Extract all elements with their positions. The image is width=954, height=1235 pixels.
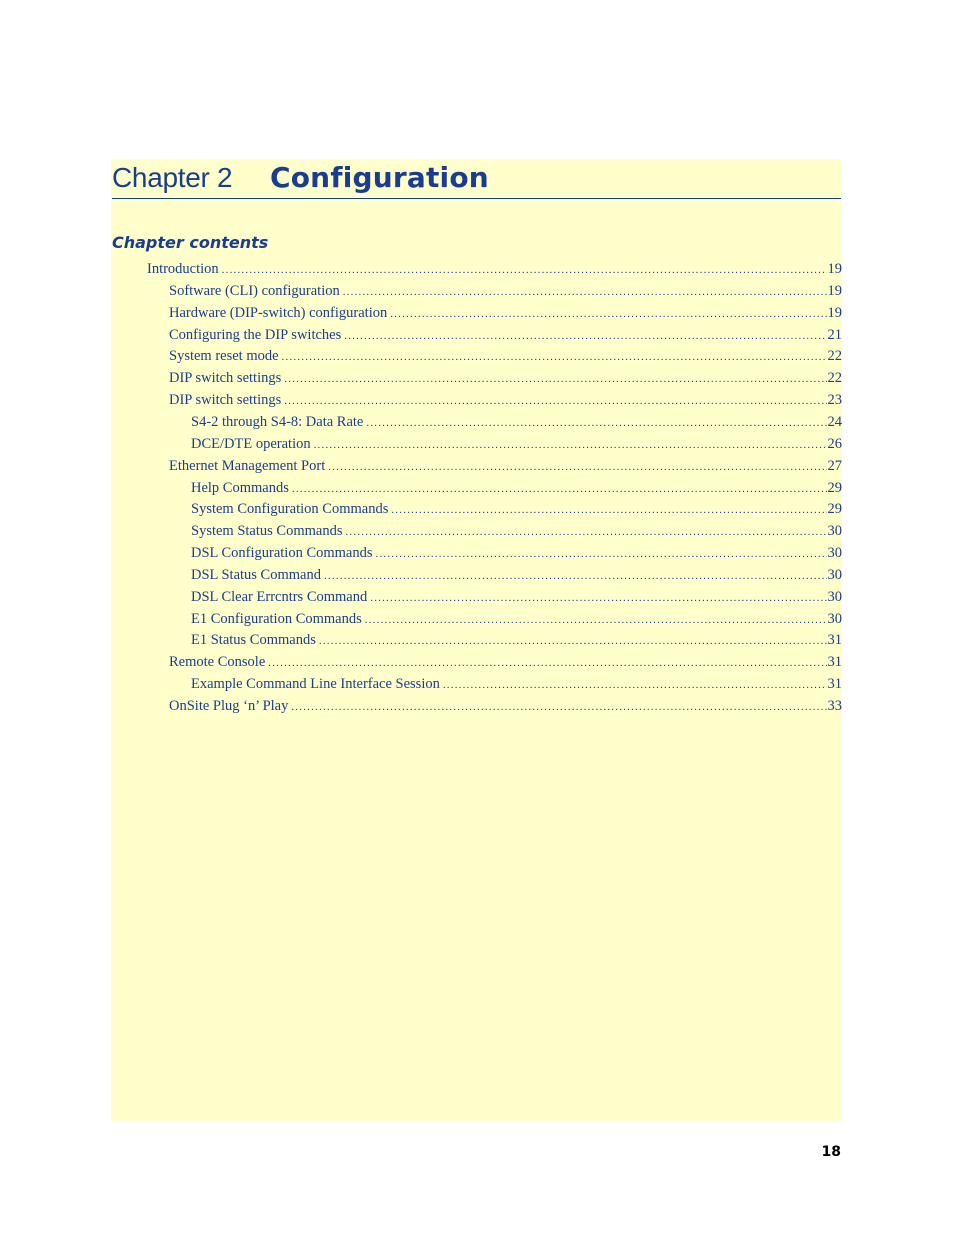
- toc-entry-page: 19: [827, 261, 842, 277]
- toc-entry-page: 31: [827, 654, 842, 671]
- toc-leader-dots: [222, 260, 827, 280]
- toc-entry-page: 22: [827, 348, 842, 365]
- toc-entry-label: E1 Configuration Commands: [191, 610, 362, 627]
- toc-entry-page: 33: [827, 698, 842, 714]
- toc-entry[interactable]: [169, 368, 842, 388]
- toc-entry[interactable]: [169, 390, 842, 410]
- toc-entry-label: DCE/DTE operation: [191, 435, 311, 452]
- toc-entry-page: 29: [827, 479, 842, 496]
- toc-entry[interactable]: [169, 652, 842, 672]
- toc-leader-dots: [319, 631, 827, 651]
- toc-entry-page: 26: [827, 435, 842, 452]
- toc-entry[interactable]: [169, 303, 842, 323]
- toc-entry-page: 30: [827, 588, 842, 605]
- toc-entry[interactable]: [191, 478, 842, 498]
- toc-entry-label: Remote Console: [169, 654, 266, 671]
- toc-entry[interactable]: [191, 674, 842, 694]
- toc-entry-page: 31: [827, 632, 842, 649]
- toc-leader-dots: [268, 653, 826, 673]
- contents-heading: Chapter contents: [112, 233, 269, 252]
- toc-entry[interactable]: [169, 281, 842, 301]
- toc-leader-dots: [391, 500, 826, 520]
- toc-entry-page: 21: [827, 326, 842, 343]
- toc-entry[interactable]: [191, 521, 842, 541]
- toc-leader-dots: [324, 566, 827, 586]
- toc-entry[interactable]: [147, 259, 842, 279]
- toc-entry-label: Example Command Line Interface Session: [191, 676, 440, 693]
- toc-entry-page: 29: [827, 501, 842, 518]
- toc-entry-label: System Configuration Commands: [191, 501, 389, 518]
- toc-leader-dots: [292, 479, 827, 499]
- toc-entry-page: 30: [827, 523, 842, 540]
- toc-leader-dots: [390, 304, 826, 324]
- toc-entry-label: DSL Status Command: [191, 566, 321, 583]
- toc-entry-page: 24: [827, 413, 842, 430]
- page-number: 18: [821, 1144, 841, 1160]
- toc-entry-label: Introduction: [147, 261, 219, 277]
- toc-entry[interactable]: [169, 696, 842, 716]
- toc-leader-dots: [291, 697, 826, 717]
- toc-entry-label: Help Commands: [191, 479, 289, 496]
- toc-entry-label: Ethernet Management Port: [169, 457, 326, 474]
- toc-entry-label: System Status Commands: [191, 523, 343, 540]
- toc-leader-dots: [344, 326, 826, 346]
- toc-entry-page: 23: [827, 392, 842, 409]
- toc-entry-label: Software (CLI) configuration: [169, 282, 340, 299]
- toc-leader-dots: [366, 413, 826, 433]
- toc-entry[interactable]: [169, 325, 842, 345]
- toc-entry[interactable]: [169, 456, 842, 476]
- toc-entry[interactable]: [191, 434, 842, 454]
- toc-entry-page: 30: [827, 545, 842, 562]
- toc-leader-dots: [328, 457, 826, 477]
- toc-leader-dots: [343, 282, 827, 302]
- toc-entry-page: 30: [827, 566, 842, 583]
- chapter-number: Chapter 2: [112, 162, 233, 193]
- toc-leader-dots: [443, 675, 827, 695]
- toc-leader-dots: [345, 522, 826, 542]
- toc-leader-dots: [282, 347, 827, 367]
- toc-entry-label: DIP switch settings: [169, 392, 282, 409]
- toc-entry-label: DIP switch settings: [169, 370, 282, 387]
- toc-entry[interactable]: [191, 565, 842, 585]
- toc-entry-page: 19: [827, 304, 842, 321]
- toc-entry[interactable]: [191, 609, 842, 629]
- toc-entry[interactable]: [191, 587, 842, 607]
- toc-entry-page: 31: [827, 676, 842, 693]
- toc-entry-page: 19: [827, 282, 842, 299]
- toc-entry-page: 22: [827, 370, 842, 387]
- toc-entry-label: OnSite Plug ‘n’ Play: [169, 698, 289, 714]
- toc-entry[interactable]: [169, 346, 842, 366]
- toc-entry-label: Hardware (DIP-switch) configuration: [169, 304, 388, 321]
- toc-leader-dots: [370, 588, 826, 608]
- toc-entry[interactable]: [191, 543, 842, 563]
- toc-leader-dots: [314, 435, 827, 455]
- chapter-header: [112, 159, 841, 199]
- toc-entry[interactable]: [191, 412, 842, 432]
- toc-entry[interactable]: [191, 630, 842, 650]
- toc-entry-label: System reset mode: [169, 348, 279, 365]
- toc-entry-label: DSL Configuration Commands: [191, 545, 373, 562]
- toc-leader-dots: [365, 610, 827, 630]
- toc-leader-dots: [284, 391, 826, 411]
- toc-entry-label: S4-2 through S4-8: Data Rate: [191, 413, 364, 430]
- toc-leader-dots: [284, 369, 826, 389]
- toc-entry-page: 27: [827, 457, 842, 474]
- toc-entry-label: Configuring the DIP switches: [169, 326, 342, 343]
- toc-leader-dots: [376, 544, 827, 564]
- toc-entry-label: DSL Clear Errcntrs Command: [191, 588, 368, 605]
- chapter-title: Configuration: [270, 161, 489, 194]
- toc-entry-label: E1 Status Commands: [191, 632, 316, 649]
- toc-entry[interactable]: [191, 499, 842, 519]
- toc-entry-page: 30: [827, 610, 842, 627]
